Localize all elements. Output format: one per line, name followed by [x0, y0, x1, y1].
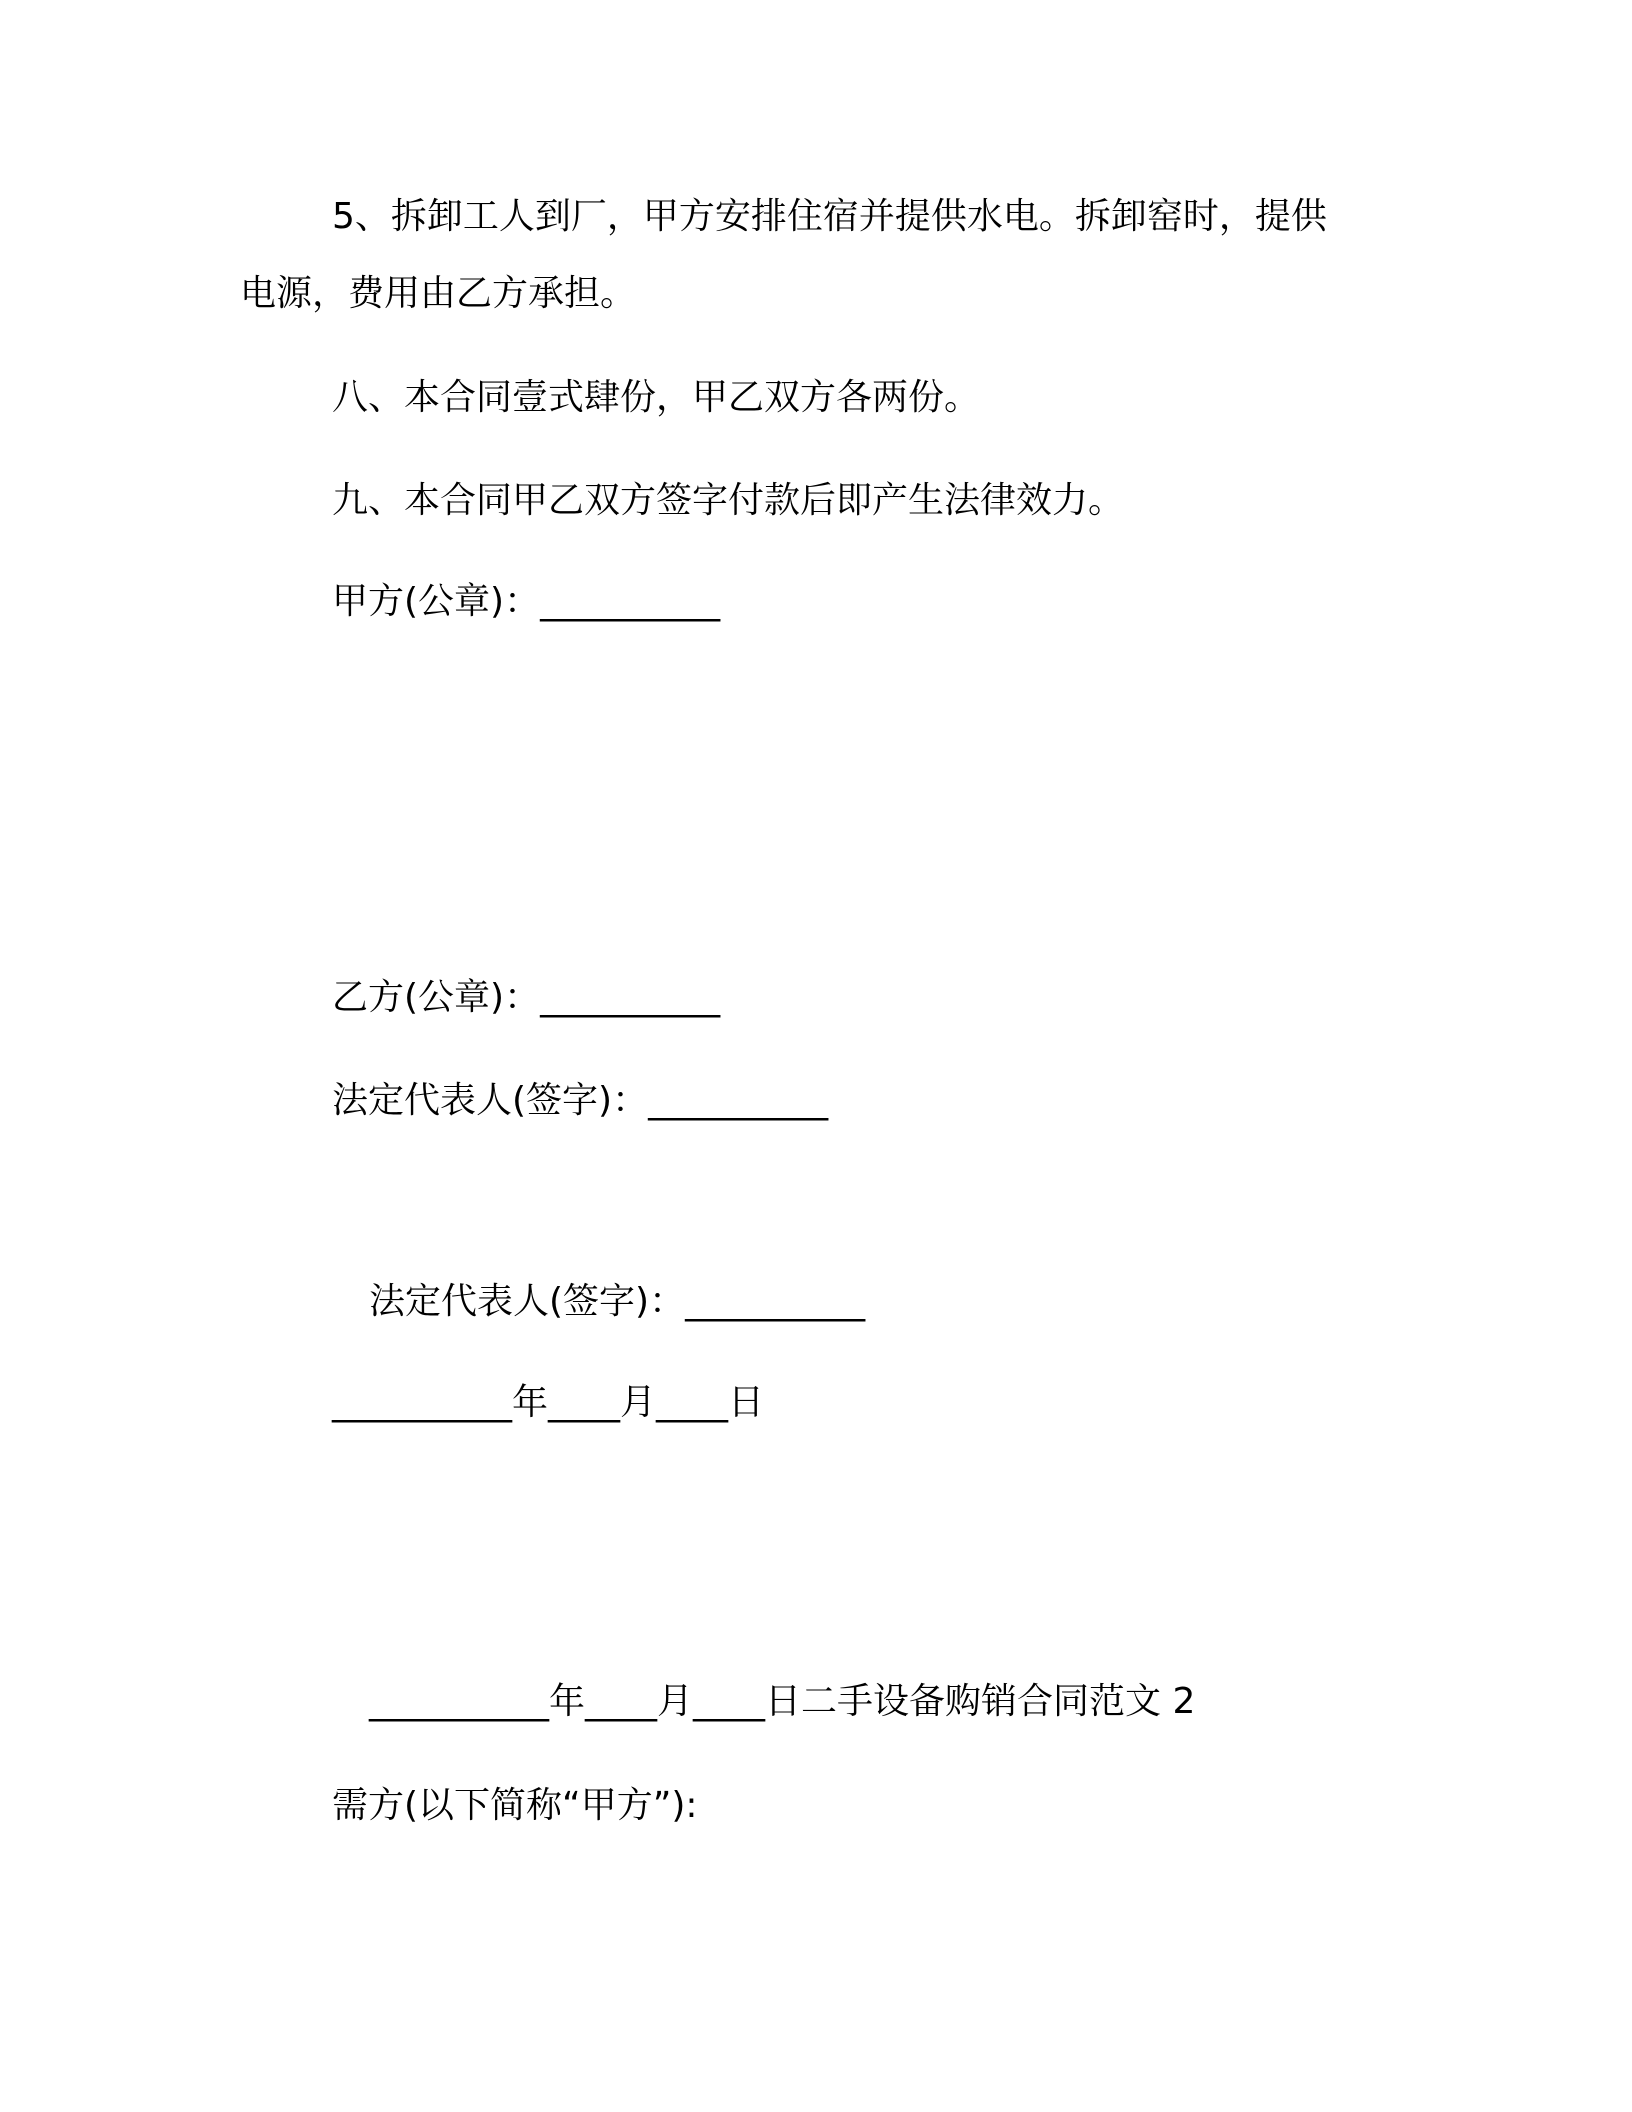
party-b-seal-line: 乙方(公章)：__________ [332, 977, 721, 1018]
legal-representative-signature-line-1: 法定代表人(签字)：__________ [332, 1080, 829, 1121]
party-a-seal-line: 甲方(公章)：__________ [332, 581, 721, 622]
buyer-party-heading: 需方(以下简称“甲方”): [332, 1785, 698, 1826]
paragraph-clause-5-line-1: 5、拆卸工人到厂，甲方安排住宿并提供水电。拆卸窑时，提供 [332, 196, 1327, 237]
paragraph-clause-5-line-2: 电源，费用由乙方承担。 [240, 273, 637, 314]
date-line: __________年____月____日 [332, 1382, 764, 1423]
paragraph-clause-8: 八、本合同壹式肆份，甲乙双方各两份。 [332, 377, 981, 418]
legal-representative-signature-line-2: 法定代表人(签字)：__________ [369, 1281, 866, 1322]
date-and-contract-title-line: __________年____月____日二手设备购销合同范文 2 [369, 1681, 1196, 1722]
paragraph-clause-9: 九、本合同甲乙双方签字付款后即产生法律效力。 [332, 480, 1125, 521]
